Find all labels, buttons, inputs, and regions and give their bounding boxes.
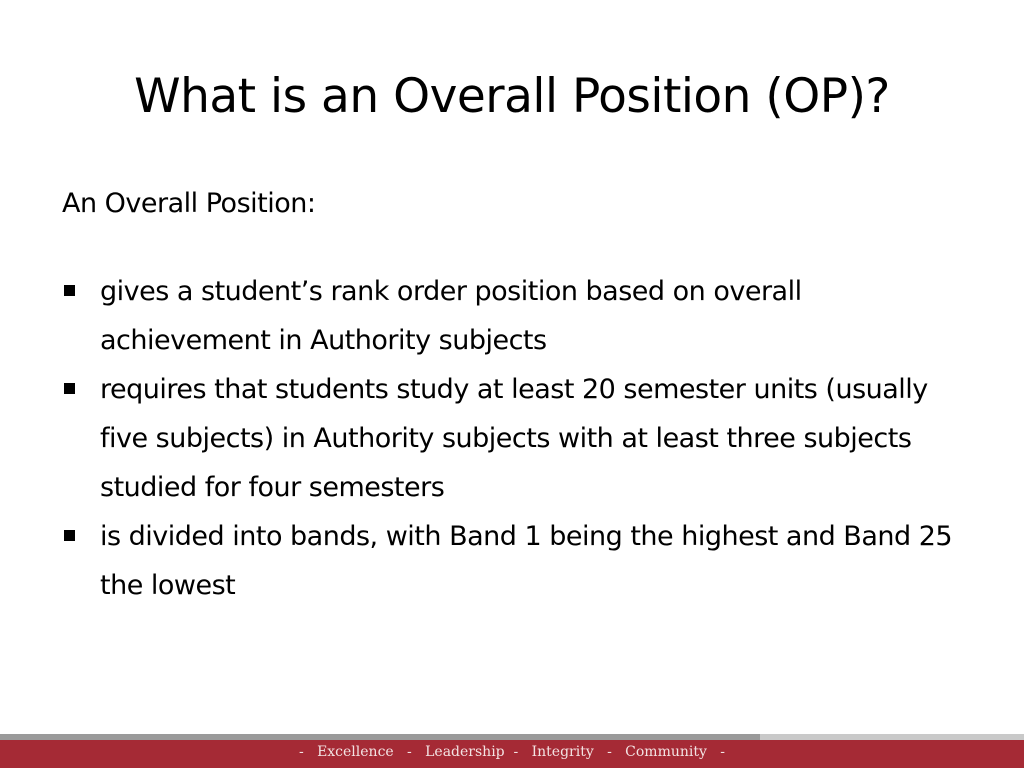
bullet-text: is divided into bands, with Band 1 being the highest and Band 25 the lowest — [100, 521, 953, 601]
bullet-item-1 — [62, 267, 962, 365]
square-bullet-icon — [64, 530, 75, 541]
footer-motto: - Excellence - Leadership - Integrity - Community - — [298, 744, 725, 760]
square-bullet-icon — [64, 285, 75, 296]
bullet-text: gives a student’s rank order position based on overall achievement in Authority subjects — [100, 276, 802, 356]
bullet-text: requires that students study at least 20 semester units (usually five subjects) in Authority subjects with at least three subjects studied for four semesters — [100, 374, 928, 503]
square-bullet-icon — [64, 383, 75, 394]
bullet-item-3 — [62, 512, 962, 610]
slide-title: What is an Overall Position (OP)? — [134, 69, 890, 124]
intro-text: An Overall Position: — [62, 188, 316, 219]
bullet-list — [62, 267, 962, 610]
bullet-item-2 — [62, 365, 962, 512]
